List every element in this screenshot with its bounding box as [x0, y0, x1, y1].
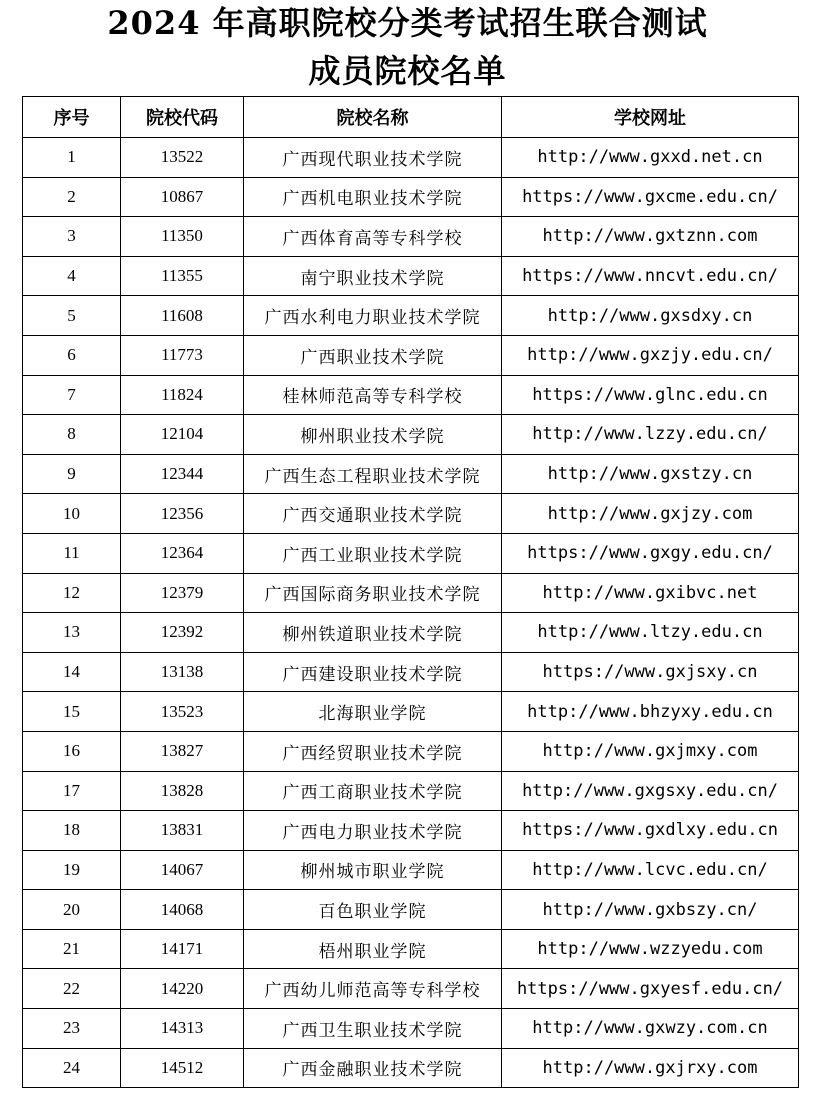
- cell-school-website[interactable]: http://www.gxbszy.cn/: [502, 890, 799, 930]
- cell-school-code: 11773: [121, 335, 244, 375]
- cell-serial-number: 17: [23, 771, 121, 811]
- table-row: [23, 613, 799, 653]
- cell-school-name: 广西工业职业技术学院: [244, 533, 502, 573]
- table-row: [23, 890, 799, 930]
- cell-school-website[interactable]: https://www.gxgy.edu.cn/: [502, 533, 799, 573]
- cell-school-code: 13522: [121, 138, 244, 178]
- cell-school-website[interactable]: http://www.ltzy.edu.cn: [502, 613, 799, 653]
- cell-school-website[interactable]: http://www.lzzy.edu.cn/: [502, 415, 799, 455]
- cell-school-website[interactable]: http://www.gxzjy.edu.cn/: [502, 335, 799, 375]
- cell-school-website[interactable]: https://www.gxjsxy.cn: [502, 652, 799, 692]
- header-school-name: 院校名称: [244, 97, 502, 138]
- cell-school-name: 广西机电职业技术学院: [244, 177, 502, 217]
- cell-school-name: 广西经贸职业技术学院: [244, 731, 502, 771]
- cell-school-website[interactable]: http://www.gxxd.net.cn: [502, 138, 799, 178]
- cell-school-website[interactable]: http://www.gxjzy.com: [502, 494, 799, 534]
- cell-school-code: 11824: [121, 375, 244, 415]
- cell-serial-number: 20: [23, 890, 121, 930]
- cell-school-code: 14220: [121, 969, 244, 1009]
- cell-school-website[interactable]: https://www.gxyesf.edu.cn/: [502, 969, 799, 1009]
- cell-serial-number: 23: [23, 1009, 121, 1049]
- cell-school-name: 广西金融职业技术学院: [244, 1048, 502, 1088]
- cell-school-website[interactable]: http://www.gxtznn.com: [502, 217, 799, 257]
- cell-school-name: 广西工商职业技术学院: [244, 771, 502, 811]
- cell-school-name: 广西职业技术学院: [244, 335, 502, 375]
- cell-school-name: 柳州职业技术学院: [244, 415, 502, 455]
- table-row: [23, 335, 799, 375]
- cell-serial-number: 3: [23, 217, 121, 257]
- cell-school-name: 广西生态工程职业技术学院: [244, 454, 502, 494]
- cell-serial-number: 8: [23, 415, 121, 455]
- table-row: [23, 969, 799, 1009]
- table-row: [23, 454, 799, 494]
- cell-school-name: 梧州职业学院: [244, 929, 502, 969]
- table-row: [23, 494, 799, 534]
- cell-school-name: 广西国际商务职业技术学院: [244, 573, 502, 613]
- cell-school-code: 12379: [121, 573, 244, 613]
- table-row: [23, 692, 799, 732]
- header-serial-number: 序号: [23, 97, 121, 138]
- cell-school-website[interactable]: https://www.nncvt.edu.cn/: [502, 256, 799, 296]
- cell-school-code: 13828: [121, 771, 244, 811]
- cell-serial-number: 12: [23, 573, 121, 613]
- header-school-website: 学校网址: [502, 97, 799, 138]
- cell-school-name: 广西水利电力职业技术学院: [244, 296, 502, 336]
- cell-school-website[interactable]: http://www.wzzyedu.com: [502, 929, 799, 969]
- cell-serial-number: 24: [23, 1048, 121, 1088]
- cell-serial-number: 7: [23, 375, 121, 415]
- cell-school-website[interactable]: https://www.gxdlxy.edu.cn: [502, 811, 799, 851]
- document-subtitle: 成员院校名单: [308, 52, 507, 90]
- cell-school-website[interactable]: https://www.glnc.edu.cn: [502, 375, 799, 415]
- cell-school-code: 12392: [121, 613, 244, 653]
- cell-school-website[interactable]: http://www.gxwzy.com.cn: [502, 1009, 799, 1049]
- cell-serial-number: 16: [23, 731, 121, 771]
- cell-school-website[interactable]: http://www.bhzyxy.edu.cn: [502, 692, 799, 732]
- cell-school-website[interactable]: http://www.gxgsxy.edu.cn/: [502, 771, 799, 811]
- table-row: [23, 573, 799, 613]
- table-row: [23, 1048, 799, 1088]
- cell-school-code: 13523: [121, 692, 244, 732]
- cell-serial-number: 15: [23, 692, 121, 732]
- cell-school-code: 14068: [121, 890, 244, 930]
- table-row: [23, 217, 799, 257]
- table-body: [23, 138, 799, 1088]
- table-row: [23, 731, 799, 771]
- cell-school-code: 11608: [121, 296, 244, 336]
- table-row: [23, 533, 799, 573]
- cell-school-website[interactable]: http://www.gxjmxy.com: [502, 731, 799, 771]
- member-schools-table: [22, 96, 799, 1088]
- table-row: [23, 296, 799, 336]
- cell-serial-number: 9: [23, 454, 121, 494]
- cell-school-name: 广西卫生职业技术学院: [244, 1009, 502, 1049]
- cell-serial-number: 2: [23, 177, 121, 217]
- cell-serial-number: 1: [23, 138, 121, 178]
- cell-school-name: 柳州城市职业学院: [244, 850, 502, 890]
- cell-school-code: 12104: [121, 415, 244, 455]
- cell-serial-number: 10: [23, 494, 121, 534]
- cell-school-website[interactable]: http://www.gxjrxy.com: [502, 1048, 799, 1088]
- cell-school-code: 13827: [121, 731, 244, 771]
- cell-serial-number: 4: [23, 256, 121, 296]
- document-title: 2024 年高职院校分类考试招生联合测试: [107, 4, 708, 42]
- cell-school-name: 南宁职业技术学院: [244, 256, 502, 296]
- table-row: [23, 811, 799, 851]
- cell-school-code: 12344: [121, 454, 244, 494]
- table-row: [23, 415, 799, 455]
- cell-serial-number: 13: [23, 613, 121, 653]
- cell-school-name: 广西幼儿师范高等专科学校: [244, 969, 502, 1009]
- cell-serial-number: 14: [23, 652, 121, 692]
- cell-school-code: 13138: [121, 652, 244, 692]
- cell-serial-number: 6: [23, 335, 121, 375]
- cell-school-name: 广西电力职业技术学院: [244, 811, 502, 851]
- cell-school-code: 11355: [121, 256, 244, 296]
- cell-school-name: 广西体育高等专科学校: [244, 217, 502, 257]
- cell-school-website[interactable]: http://www.gxsdxy.cn: [502, 296, 799, 336]
- table-row: [23, 929, 799, 969]
- cell-school-code: 14067: [121, 850, 244, 890]
- table-row: [23, 850, 799, 890]
- cell-serial-number: 21: [23, 929, 121, 969]
- table-header-row: [23, 97, 799, 138]
- cell-school-website[interactable]: http://www.gxibvc.net: [502, 573, 799, 613]
- cell-school-website[interactable]: https://www.gxcme.edu.cn/: [502, 177, 799, 217]
- table-row: [23, 375, 799, 415]
- cell-school-code: 13831: [121, 811, 244, 851]
- cell-serial-number: 18: [23, 811, 121, 851]
- cell-school-code: 14512: [121, 1048, 244, 1088]
- cell-school-website[interactable]: http://www.gxstzy.cn: [502, 454, 799, 494]
- cell-school-name: 广西交通职业技术学院: [244, 494, 502, 534]
- table-row: [23, 771, 799, 811]
- cell-school-code: 14313: [121, 1009, 244, 1049]
- cell-school-name: 北海职业学院: [244, 692, 502, 732]
- header-school-code: 院校代码: [121, 97, 244, 138]
- cell-serial-number: 22: [23, 969, 121, 1009]
- cell-school-code: 10867: [121, 177, 244, 217]
- cell-serial-number: 19: [23, 850, 121, 890]
- table-row: [23, 138, 799, 178]
- cell-serial-number: 11: [23, 533, 121, 573]
- table-row: [23, 177, 799, 217]
- table-row: [23, 652, 799, 692]
- cell-school-code: 14171: [121, 929, 244, 969]
- cell-school-name: 柳州铁道职业技术学院: [244, 613, 502, 653]
- cell-school-code: 12364: [121, 533, 244, 573]
- cell-school-name: 广西建设职业技术学院: [244, 652, 502, 692]
- cell-school-website[interactable]: http://www.lcvc.edu.cn/: [502, 850, 799, 890]
- cell-school-name: 广西现代职业技术学院: [244, 138, 502, 178]
- cell-school-name: 百色职业学院: [244, 890, 502, 930]
- cell-school-code: 12356: [121, 494, 244, 534]
- table-row: [23, 256, 799, 296]
- cell-serial-number: 5: [23, 296, 121, 336]
- cell-school-code: 11350: [121, 217, 244, 257]
- table-row: [23, 1009, 799, 1049]
- cell-school-name: 桂林师范高等专科学校: [244, 375, 502, 415]
